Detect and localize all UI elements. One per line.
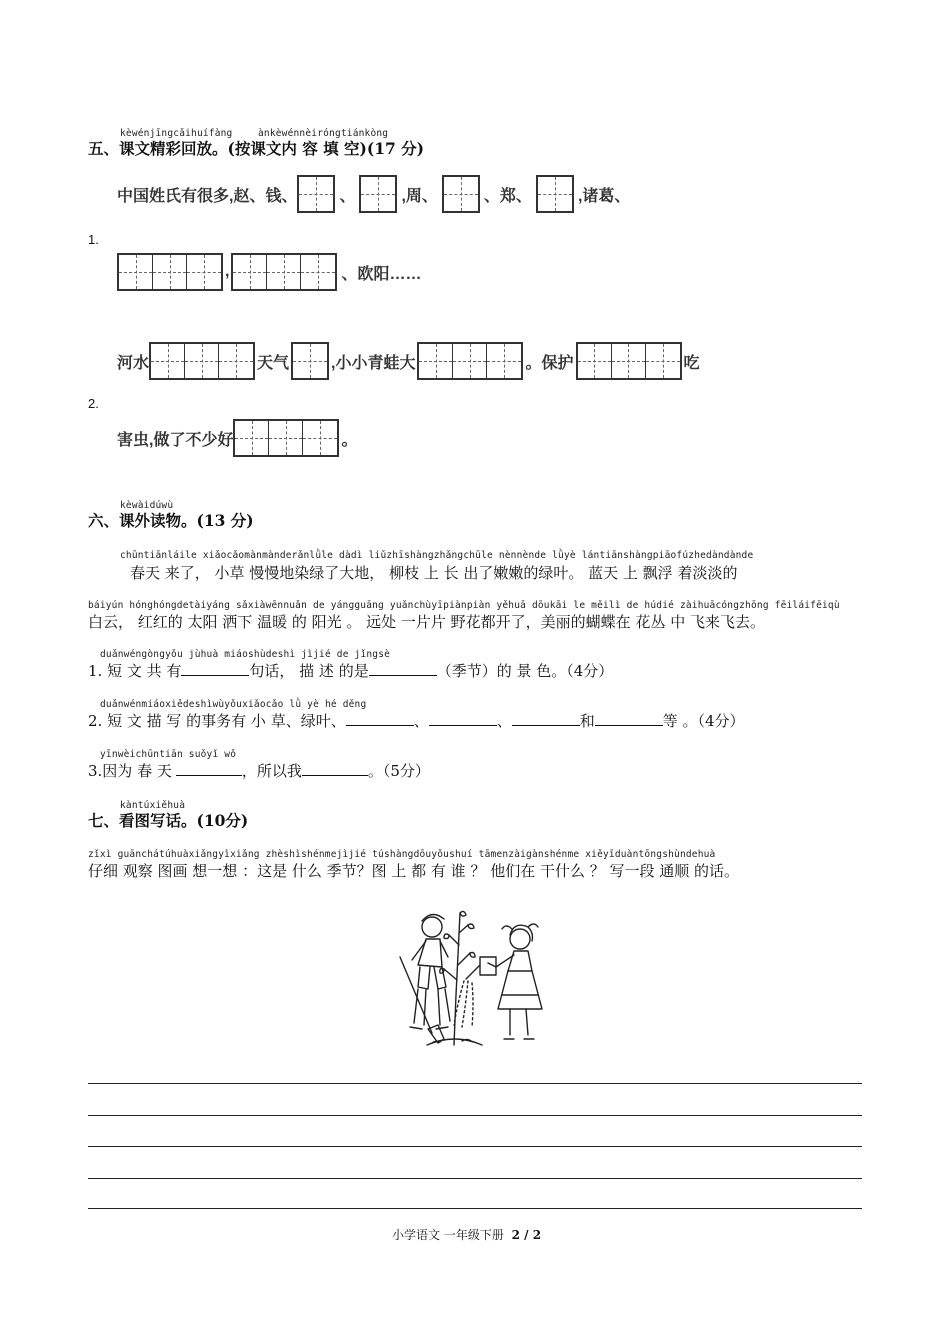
section5-pinyin-a: kèwénjīngcǎihuífàng — [120, 128, 233, 139]
s6-question-2 — [88, 710, 745, 731]
s5-q2-line1 — [117, 342, 700, 380]
section5-pinyin-b: ànkèwénnèiróngtiánkòng — [258, 128, 389, 139]
section6-pinyin: kèwàidúwù — [120, 500, 174, 511]
s6-q2-he: 和 — [579, 712, 595, 730]
writing-line[interactable] — [88, 1083, 862, 1084]
s5-q1-sep3: 、郑、 — [483, 187, 532, 205]
s5-q1-sep4: , — [225, 263, 230, 280]
s5-q1-number: 1. — [88, 232, 99, 247]
s5-q2-text-e: 吃 — [683, 354, 700, 372]
s5-q1-sep2: ,周、 — [401, 187, 438, 205]
s5-q1-line2 — [117, 253, 421, 291]
s6-p2-pinyin: báiyún hónghóngdetàiyáng sǎxiàwēnnuǎn de yángguāng yuǎnchùyīpiànpiàn yěhuā dōukāi le měilì de húdié zàihuācóngzhōng fēiláifēiqù — [88, 600, 840, 611]
s6-question-3 — [88, 760, 430, 781]
s5-q1-end: ,诸葛、 — [577, 187, 631, 205]
s6-q2-pinyin: duǎnwénmiáoxiědeshìwùyǒuxiǎocǎo lǜ yè hé děng — [100, 699, 367, 710]
answer-blank[interactable] — [595, 711, 663, 726]
answer-blank[interactable] — [302, 761, 368, 776]
s5-q2-line2 — [117, 419, 357, 457]
writing-line[interactable] — [88, 1115, 862, 1116]
s6-q1-text-b: 句话， 描 述 的是 — [249, 662, 369, 680]
answer-grid[interactable] — [117, 253, 223, 291]
section7-title: 七、看图写话。(10分) — [88, 811, 249, 830]
s6-paragraph-line2: 白云， 红红的 太阳 洒下 温暖 的 阳光 。 远处 一片片 野花都开了，美丽的蝴蝶在 花丛 中 飞来飞去。 — [88, 613, 765, 631]
answer-blank[interactable] — [176, 761, 242, 776]
answer-blank[interactable] — [181, 661, 249, 676]
writing-line[interactable] — [88, 1178, 862, 1179]
answer-grid[interactable] — [149, 342, 255, 380]
s5-q1-text-a: 中国姓氏有很多,赵、钱、 — [117, 187, 298, 205]
writing-line[interactable] — [88, 1146, 862, 1147]
s5-q2-text-g: 。 — [341, 431, 358, 449]
s5-q2-text-d: 。保护 — [525, 354, 574, 372]
s5-q2-text-c: ,小小青蛙大 — [331, 354, 416, 372]
s6-q2-text-a: 2. 短 文 描 写 的事务有 小 草、绿叶、 — [88, 712, 346, 730]
s5-q1-line1 — [117, 175, 630, 213]
answer-blank[interactable] — [429, 711, 497, 726]
s6-q3-text-b: ，所以我 — [241, 762, 302, 780]
s6-q1-text-c: （季节）的 景 色。（4分） — [436, 662, 614, 680]
s6-q2-sep2: 、 — [496, 712, 512, 730]
s6-q3-pinyin: yīnwèichūntiān suǒyǐ wǒ — [100, 749, 237, 760]
answer-blank[interactable] — [346, 711, 414, 726]
s7-prompt-pinyin: zǐxì guānchátúhuàxiǎngyìxiǎng zhèshìshénmejìjié túshàngdōuyǒushuí tāmenzàigànshénme xiěyīduàntōngshùndehuà — [88, 849, 716, 860]
s6-p1-pinyin: chūntiānláile xiǎocǎomànmànderǎnlǜle dàdì liǔzhīshàngzhǎngchūle nènnènde lǜyè lántiānshàngpiāofúzhedàndànde — [120, 550, 754, 561]
answer-blank[interactable] — [369, 661, 437, 676]
s7-prompt: 仔细 观察 图画 想一想 ：这是 什么 季节？图 上 都 有 谁 ？ 他们在 干什么 ？ 写一段 通顺 的话。 — [88, 862, 740, 880]
s5-q2-text-f: 害虫,做了不少好 — [117, 431, 234, 449]
s6-q2-sep1: 、 — [413, 712, 429, 730]
answer-grid[interactable] — [231, 253, 337, 291]
page-footer — [392, 1226, 541, 1243]
footer-subject: 小学语文 一年级下册 — [392, 1228, 504, 1242]
section6-title: 六、课外读物。(13 分) — [88, 511, 254, 530]
answer-grid[interactable] — [442, 175, 480, 213]
s6-q3-text-a: 3.因为 春 天 — [88, 762, 172, 780]
answer-grid[interactable] — [536, 175, 574, 213]
footer-page-number: 2 / 2 — [511, 1228, 542, 1242]
answer-grid[interactable] — [297, 175, 335, 213]
s6-q3-text-c: 。（5分） — [367, 762, 430, 780]
s6-q1-text-a: 1. 短 文 共 有 — [88, 662, 182, 680]
s6-question-1 — [88, 660, 613, 681]
s6-q2-end: 等 。（4分） — [662, 712, 745, 730]
s5-q1-sep1: 、 — [339, 187, 356, 205]
answer-grid[interactable] — [417, 342, 523, 380]
writing-line[interactable] — [88, 1208, 862, 1209]
s5-q2-number: 2. — [88, 396, 99, 411]
answer-grid[interactable] — [233, 419, 339, 457]
s6-q1-pinyin: duǎnwéngòngyǒu jùhuà miáoshùdeshì jìjié de jǐngsè — [100, 649, 391, 660]
s5-q2-text-b: 天气 — [257, 354, 290, 372]
answer-grid[interactable] — [576, 342, 682, 380]
s5-q2-text-a: 河水 — [117, 354, 150, 372]
section5-title: 五、课文精彩回放。(按课文内 容 填 空)(17 分) — [88, 139, 424, 158]
section7-pinyin: kàntúxiěhuà — [120, 800, 186, 811]
answer-blank[interactable] — [512, 711, 580, 726]
s6-paragraph-line1: 春天 来了， 小草 慢慢地染绿了大地， 柳枝 上 长 出了嫩嫩的绿叶。 蓝天 上 飘浮 着淡淡的 — [130, 564, 738, 582]
s5-q1-line2-end: 、欧阳…… — [341, 265, 422, 283]
children-planting-tree-illustration — [392, 905, 562, 1065]
answer-grid[interactable] — [359, 175, 397, 213]
answer-grid[interactable] — [291, 342, 329, 380]
